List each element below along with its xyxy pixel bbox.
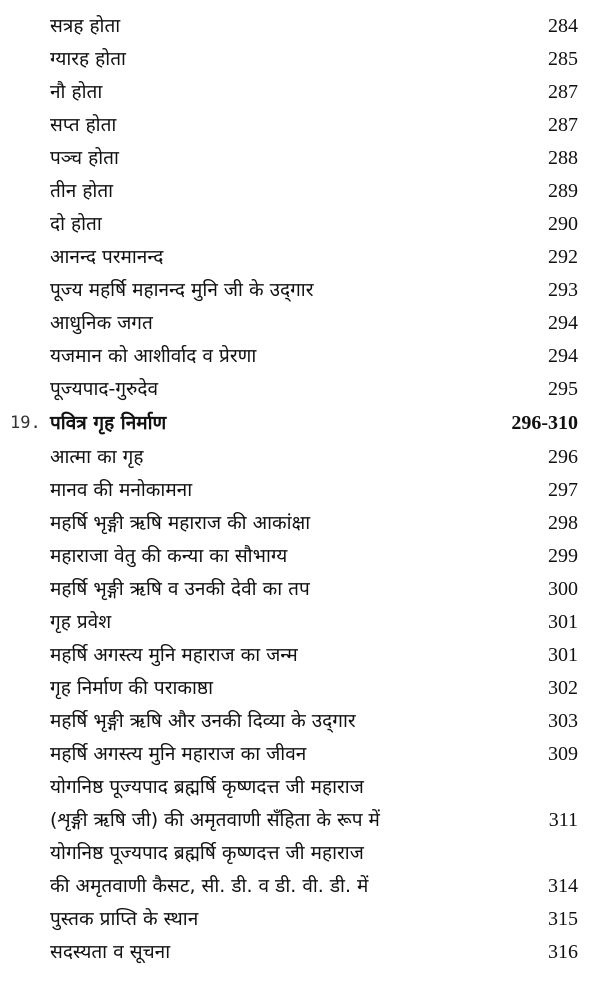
toc-entry-page: 294 [548, 312, 578, 334]
toc-entry-page: 290 [548, 213, 578, 235]
toc-entry [0, 340, 600, 372]
toc-entry-page: 311 [548, 809, 578, 831]
toc-entry [0, 109, 600, 141]
toc-entry [0, 705, 600, 737]
toc-entry-page: 314 [548, 875, 578, 897]
toc-entry-title: सदस्यता व सूचना [50, 941, 171, 963]
toc-entry-title: ग्यारह होता [50, 48, 126, 70]
toc-entry-page: 288 [548, 147, 578, 169]
toc-entry-page: 292 [548, 246, 578, 268]
toc-entry [0, 175, 600, 207]
toc-entry [0, 373, 600, 405]
toc-entry [0, 672, 600, 704]
toc-entry-title: आधुनिक जगत [50, 312, 153, 334]
toc-entry-page: 293 [548, 279, 578, 301]
toc-entry-title: (शृङ्गी ऋषि जी) की अमृतवाणी सँहिता के रूप में [50, 809, 380, 831]
toc-entry [0, 507, 600, 539]
toc-entry-title: मानव की मनोकामना [50, 479, 193, 501]
toc-entry-page: 303 [548, 710, 578, 732]
toc-entry [0, 10, 600, 42]
toc-entry [0, 76, 600, 108]
toc-entry-title: योगनिष्ठ पूज्यपाद ब्रह्मर्षि कृष्णदत्त जी महाराज [50, 842, 364, 864]
toc-entry [0, 870, 600, 902]
toc-entry [0, 936, 600, 968]
toc-entry-title: नौ होता [50, 81, 103, 103]
toc-entry-page: 301 [548, 644, 578, 666]
toc-entry-page: 289 [548, 180, 578, 202]
toc-entry [0, 307, 600, 339]
toc-entry-title: सत्रह होता [50, 15, 121, 37]
toc-chapter-heading [0, 407, 600, 439]
toc-entry-page: 315 [548, 908, 578, 930]
toc-entry-title: महर्षि भृङ्गी ऋषि और उनकी दिव्या के उद्‌गार [50, 710, 356, 732]
toc-entry-title: महर्षि भृङ्गी ऋषि महाराज की आकांक्षा [50, 512, 311, 534]
toc-entry [0, 540, 600, 572]
toc-entry [0, 43, 600, 75]
toc-entry-title: गृह प्रवेश [50, 611, 112, 633]
toc-entry-page: 316 [548, 941, 578, 963]
toc-entry-title: पूज्य महर्षि महानन्द मुनि जी के उद्‌गार [50, 279, 314, 301]
toc-entry-title: महर्षि अगस्त्य मुनि महाराज का जन्म [50, 644, 298, 666]
toc-entry-title: सप्त होता [50, 114, 117, 136]
toc-entry-title: की अमृतवाणी कैसट, सी. डी. व डी. वी. डी. में [50, 875, 369, 897]
toc-entry [0, 474, 600, 506]
toc-entry [0, 903, 600, 935]
toc-entry [0, 274, 600, 306]
toc-entry [0, 738, 600, 770]
toc-entry-page: 285 [548, 48, 578, 70]
toc-entry-page: 296 [548, 446, 578, 468]
toc-entry-title: आनन्द परमानन्द [50, 246, 164, 268]
toc-entry-page: 302 [548, 677, 578, 699]
toc-entry-page: 287 [548, 114, 578, 136]
toc-entry [0, 208, 600, 240]
toc-entry-title: योगनिष्ठ पूज्यपाद ब्रह्मर्षि कृष्णदत्त जी महाराज [50, 776, 364, 798]
toc-entry-title: पुस्तक प्राप्ति के स्थान [50, 908, 199, 930]
toc-entry-title: यजमान को आशीर्वाद व प्रेरणा [50, 345, 257, 367]
toc-entry-page: 299 [548, 545, 578, 567]
toc-entry-page: 294 [548, 345, 578, 367]
toc-entry-page: 298 [548, 512, 578, 534]
toc-entry-title: महर्षि अगस्त्य मुनि महाराज का जीवन [50, 743, 307, 765]
toc-entry-title: महर्षि भृङ्गी ऋषि व उनकी देवी का तप [50, 578, 310, 600]
toc-entry-title: तीन होता [50, 180, 114, 202]
toc-entry [0, 241, 600, 273]
chapter-page-range: 296-310 [511, 412, 578, 434]
toc-entry-title: दो होता [50, 213, 102, 235]
toc-entry [0, 837, 600, 869]
toc-entry [0, 804, 600, 836]
toc-entry-page: 309 [548, 743, 578, 765]
toc-entry-page: 287 [548, 81, 578, 103]
toc-entry-title: आत्मा का गृह [50, 446, 144, 468]
toc-entry-page: 301 [548, 611, 578, 633]
table-of-contents [0, 4, 600, 979]
toc-entry [0, 142, 600, 174]
chapter-number: 19. [10, 413, 41, 433]
toc-entry-title: पूज्यपाद-गुरुदेव [50, 378, 159, 400]
toc-entry [0, 441, 600, 473]
toc-entry-page: 300 [548, 578, 578, 600]
toc-entry [0, 639, 600, 671]
toc-entry [0, 573, 600, 605]
toc-entry-page: 284 [548, 15, 578, 37]
toc-entry-title: गृह निर्माण की पराकाष्ठा [50, 677, 214, 699]
toc-entry [0, 606, 600, 638]
toc-entry-page: 297 [548, 479, 578, 501]
toc-entry-title: पञ्च होता [50, 147, 119, 169]
toc-entry [0, 771, 600, 803]
chapter-title: पवित्र गृह निर्माण [50, 412, 167, 434]
toc-entry-title: महाराजा वेतु की कन्या का सौभाग्य [50, 545, 288, 567]
toc-entry-page: 295 [548, 378, 578, 400]
